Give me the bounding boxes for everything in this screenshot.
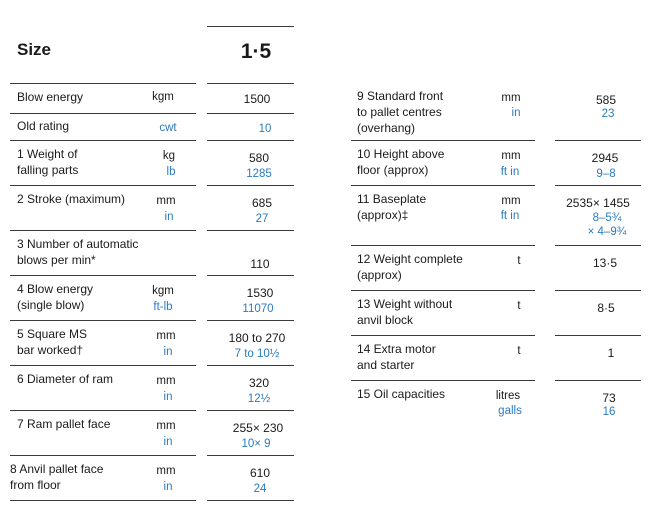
size-title: Size xyxy=(17,40,52,59)
row-value-imperial: 23 xyxy=(601,108,615,120)
rule xyxy=(555,380,641,381)
row-unit: mm xyxy=(501,150,521,162)
rule xyxy=(555,245,641,246)
row-value-imperial: 8–5¾ × 4–9¾ xyxy=(587,212,627,238)
row-value-imperial: 7 to 10½ xyxy=(234,348,280,360)
rule xyxy=(10,83,196,84)
row-value-imperial: 9–8 xyxy=(596,168,616,180)
rule xyxy=(207,83,294,84)
rule xyxy=(351,245,535,246)
row-unit-imperial: in xyxy=(163,391,173,403)
row-value-imperial: 1285 xyxy=(246,168,272,180)
row-unit: mm xyxy=(501,195,521,207)
rule xyxy=(10,410,196,411)
rule xyxy=(207,455,294,456)
row-unit: litres xyxy=(495,390,521,402)
row-value: 1 xyxy=(607,346,615,360)
rule xyxy=(207,500,294,501)
row-unit-imperial: in xyxy=(511,107,521,119)
row-value: 255× 230 xyxy=(232,421,284,435)
rule xyxy=(10,185,196,186)
row-unit: t xyxy=(517,255,521,267)
row-unit: t xyxy=(517,300,521,312)
row-value: 1500 xyxy=(243,92,271,106)
row-label: 7 Ram pallet face xyxy=(17,417,111,431)
rule xyxy=(555,335,641,336)
rule xyxy=(207,230,294,231)
row-value: 2535× 1455 xyxy=(566,196,630,210)
rule xyxy=(10,230,196,231)
row-value: 8·5 xyxy=(597,301,615,315)
row-value-imperial: 11070 xyxy=(242,303,274,315)
rule xyxy=(351,290,535,291)
row-value-imperial: 16 xyxy=(602,406,616,418)
row-label: 4 Blow energy (single blow) xyxy=(17,282,94,312)
row-unit-imperial: ft in xyxy=(500,210,520,222)
row-value: 320 xyxy=(248,376,270,390)
row-value: 13·5 xyxy=(592,256,618,270)
rule xyxy=(351,380,535,381)
row-unit: kg xyxy=(162,150,176,162)
row-unit-imperial: in xyxy=(163,346,173,358)
row-label: 6 Diameter of ram xyxy=(17,372,114,386)
row-label: 13 Weight without anvil block xyxy=(357,297,453,327)
row-unit: t xyxy=(517,345,521,357)
rule xyxy=(351,140,535,141)
row-label: Blow energy xyxy=(17,90,84,104)
row-unit-imperial: lb xyxy=(166,166,176,178)
rule xyxy=(10,500,196,501)
row-unit: kgm xyxy=(152,285,174,297)
rule xyxy=(10,455,196,456)
row-unit: mm xyxy=(156,465,176,477)
size-value: 1·5 xyxy=(240,40,272,63)
row-label: 9 Standard front to pallet centres (overhang) xyxy=(357,89,444,135)
rule xyxy=(10,140,196,141)
row-label: 10 Height above floor (approx) xyxy=(357,147,445,177)
rule xyxy=(207,113,294,114)
rule xyxy=(207,275,294,276)
row-unit: mm xyxy=(156,195,176,207)
rule xyxy=(207,26,294,27)
rule xyxy=(10,320,196,321)
row-label: 2 Stroke (maximum) xyxy=(17,192,126,206)
rule xyxy=(207,320,294,321)
row-unit: mm xyxy=(156,420,176,432)
row-unit-imperial: in xyxy=(164,211,174,223)
rule xyxy=(555,185,641,186)
row-value-imperial: 27 xyxy=(255,213,269,225)
rule xyxy=(10,113,196,114)
rule xyxy=(207,365,294,366)
row-label: 11 Baseplate (approx)‡ xyxy=(357,192,427,222)
row-value: 685 xyxy=(251,196,273,210)
rule xyxy=(555,290,641,291)
rule xyxy=(207,410,294,411)
row-unit-imperial: galls xyxy=(498,405,522,417)
row-unit: mm xyxy=(156,375,176,387)
row-value-imperial: 12½ xyxy=(247,393,271,405)
rule xyxy=(10,365,196,366)
row-unit-imperial: cwt xyxy=(159,122,177,134)
rule xyxy=(351,185,535,186)
row-unit: mm xyxy=(501,92,521,104)
row-unit-imperial: in xyxy=(163,436,173,448)
row-value-imperial: 10 xyxy=(258,123,272,135)
row-unit-imperial: ft-lb xyxy=(153,301,173,313)
row-label: 5 Square MS bar worked† xyxy=(17,327,88,357)
row-label: 12 Weight complete (approx) xyxy=(357,252,463,282)
rule xyxy=(10,275,196,276)
row-value: 585 xyxy=(595,93,617,107)
rule xyxy=(351,335,535,336)
row-value: 180 to 270 xyxy=(228,331,286,345)
rule xyxy=(207,185,294,186)
row-label: 15 Oil capacities xyxy=(357,387,446,401)
row-value: 73 xyxy=(602,391,616,405)
row-label: 14 Extra motor and starter xyxy=(357,342,436,372)
row-value: 610 xyxy=(249,466,271,480)
row-value: 110 xyxy=(250,257,270,271)
row-value: 2945 xyxy=(591,151,619,165)
row-unit-imperial: in xyxy=(163,481,173,493)
row-value: 580 xyxy=(248,151,270,165)
row-value-imperial: 24 xyxy=(253,483,267,495)
rule xyxy=(207,140,294,141)
row-label: 1 Weight of falling parts xyxy=(17,147,79,177)
row-label: 3 Number of automatic blows per min* xyxy=(17,237,139,267)
row-value: 1530 xyxy=(246,286,274,300)
row-label: 8 Anvil pallet face from floor xyxy=(10,462,104,492)
rule xyxy=(555,140,641,141)
row-unit: kgm xyxy=(152,91,174,103)
row-value-imperial: 10× 9 xyxy=(241,438,271,450)
row-unit-imperial: ft in xyxy=(500,166,520,178)
row-label: Old rating xyxy=(17,119,70,133)
row-unit: mm xyxy=(156,330,176,342)
